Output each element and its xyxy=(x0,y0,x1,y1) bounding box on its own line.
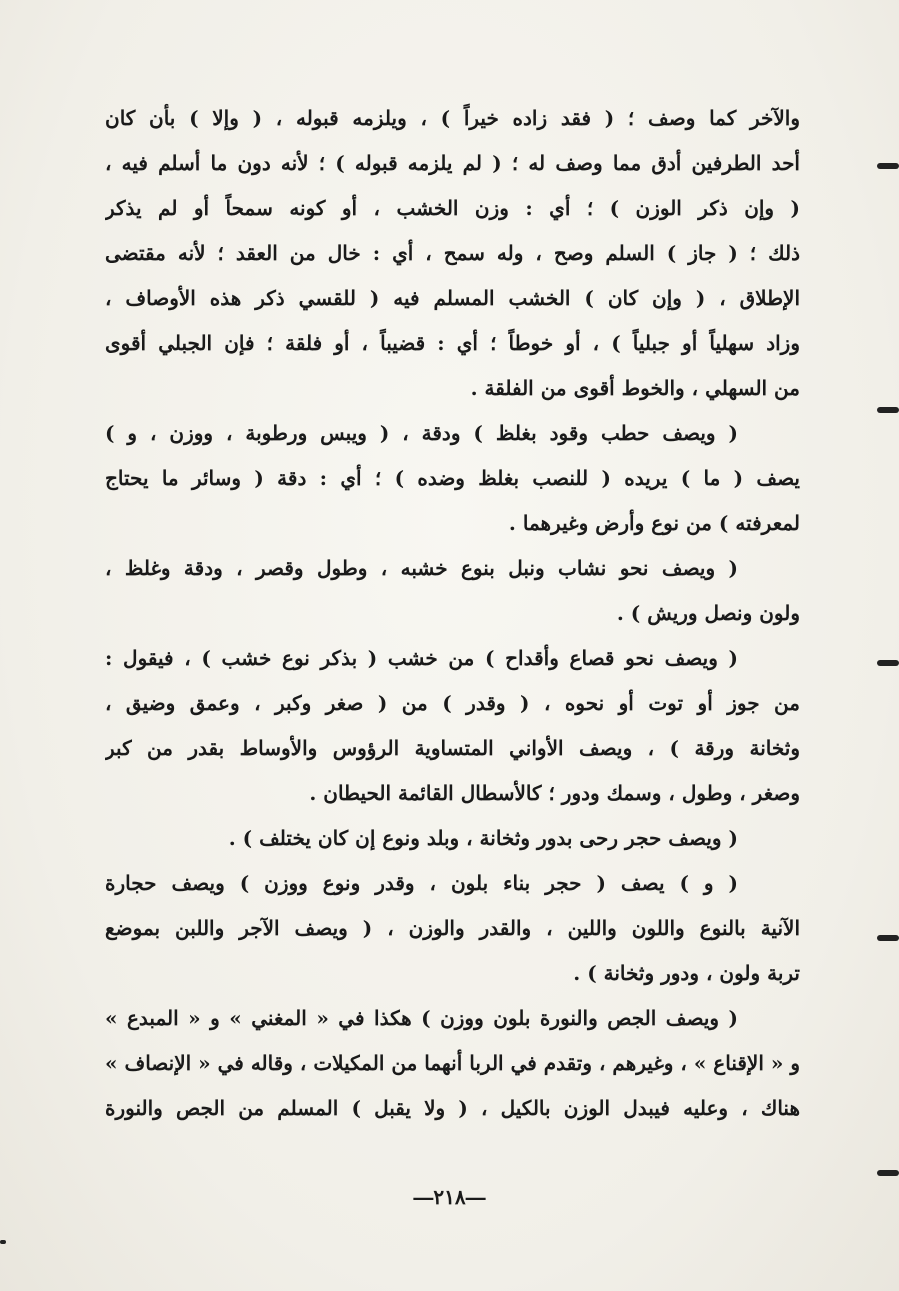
text-line: وصغر ، وطول ، وسمك ودور ؛ كالأسطال القائمة الحيطان . xyxy=(309,781,800,805)
text-line: ذلك ؛ ( جاز ) السلم وصح ، وله سمح ، أي : خال من العقد ؛ لأنه مقتضى xyxy=(105,241,800,265)
text-line: ( ويصف حطب وقود بغلظ ) ودقة ، ( ويبس ورطوبة ، ووزن ، و ) xyxy=(105,421,738,445)
text-line: ( ويصف نحو قصاع وأقداح ) من خشب ( بذكر نوع خشب ) ، فيقول : xyxy=(105,646,738,670)
margin-mark xyxy=(877,163,899,169)
margin-mark xyxy=(877,935,899,941)
margin-mark xyxy=(877,660,899,666)
text-line: من السهلي ، والخوط أقوى من الفلقة . xyxy=(470,376,800,400)
text-line: وزاد سهلياً أو جبلياً ) ، أو خوطاً ؛ أي : قضيباً ، أو فلقة ؛ فإن الجبلي أقوى xyxy=(105,331,800,355)
text-line: لمعرفته ) من نوع وأرض وغيرهما . xyxy=(508,511,800,535)
text-line: ( ويصف الجص والنورة بلون ووزن ) هكذا في « المغني » و « المبدع » xyxy=(105,1006,738,1030)
text-line: تربة ولون ، ودور وثخانة ) . xyxy=(573,961,800,985)
margin-mark xyxy=(877,407,899,413)
text-line: ولون ونصل وريش ) . xyxy=(616,601,800,625)
text-line: و « الإقناع » ، وغيرهم ، وتقدم في الربا أنهما من المكيلات ، وقاله في « الإنصاف » xyxy=(105,1051,800,1075)
text-line: الإطلاق ، ( وإن كان ) الخشب المسلم فيه ( للقسي ذكر هذه الأوصاف ، xyxy=(105,286,800,310)
text-line: ( ويصف حجر رحى بدور وثخانة ، وبلد ونوع إن كان يختلف ) . xyxy=(228,826,738,850)
text-line: ( وإن ذكر الوزن ) ؛ أي : وزن الخشب ، أو كونه سمحاً أو لم يذكر xyxy=(105,196,800,220)
margin-mark xyxy=(877,1170,899,1176)
text-line: ( ويصف نحو نشاب ونبل بنوع خشبه ، وطول وقصر ، ودقة وغلظ ، xyxy=(105,556,738,580)
text-line: أحد الطرفين أدق مما وصف له ؛ ( لم يلزمه قبوله ) ؛ لأنه دون ما أسلم فيه ، xyxy=(105,151,800,175)
body-text xyxy=(105,96,800,1131)
text-line: هناك ، وعليه فيبدل الوزن بالكيل ، ( ولا يقبل ) المسلم من الجص والنورة xyxy=(105,1096,800,1120)
page-number: ―٢١٨― xyxy=(413,1185,486,1209)
text-line: يصف ( ما ) يريده ( للنصب بغلظ وضده ) ؛ أي : دقة ( وسائر ما يحتاج xyxy=(105,466,800,490)
text-line: وثخانة ورقة ) ، ويصف الأواني المتساوية الرؤوس والأوساط بقدر من كبر xyxy=(105,736,800,760)
text-line: ( و ) يصف ( حجر بناء بلون ، وقدر ونوع ووزن ) ويصف حجارة xyxy=(105,871,738,895)
margin-mark xyxy=(0,1240,6,1244)
text-line: والآخر كما وصف ؛ ( فقد زاده خيراً ) ، ويلزمه قبوله ، ( وإلا ) بأن كان xyxy=(105,106,800,130)
text-line: من جوز أو توت أو نحوه ، ( وقدر ) من ( صغر وكبر ، وعمق وضيق ، xyxy=(105,691,800,715)
text-line: الآنية بالنوع واللون واللين ، والقدر والوزن ، ( ويصف الآجر واللبن بموضع xyxy=(105,916,800,940)
